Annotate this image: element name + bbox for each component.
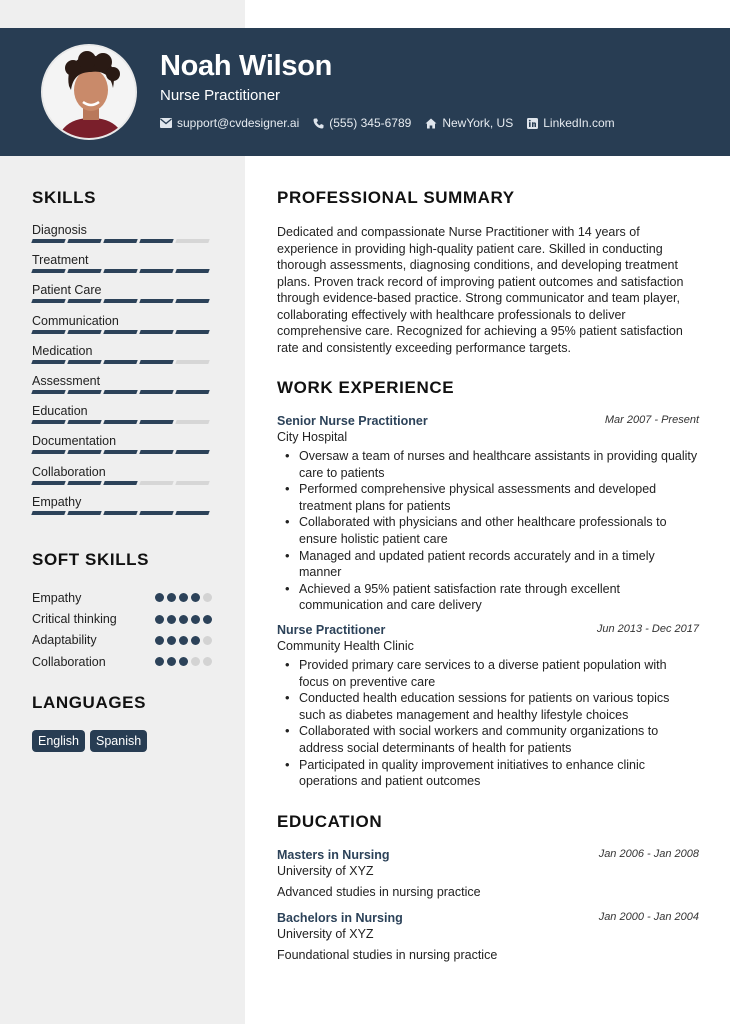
skill-level-segment [175,360,209,364]
skill-level-segment [175,330,209,334]
job-role: Senior Nurse Practitioner [277,414,428,428]
mail-icon [160,118,172,128]
skill-name: Collaboration [32,464,106,479]
soft-skill-item [32,587,212,608]
skill-level-segment [175,511,209,515]
rating-dot [203,593,212,602]
job-employer: Community Health Clinic [277,638,414,653]
skill-level-bars [32,481,212,485]
skill-level-segment [103,390,137,394]
skill-item [32,314,212,344]
email-text: support@cvdesigner.ai [177,116,300,130]
degree-name: Masters in Nursing [277,847,390,862]
skills-section [32,188,212,525]
job-bullet: • Collaborated with social workers and community organizations to address social determinants of health for patients [299,723,699,756]
skill-level-segment [103,239,137,243]
soft-skills-heading: SOFT SKILLS [32,550,150,569]
skill-level-segment [139,360,173,364]
contact-email[interactable] [160,116,299,130]
job-bullet: • Oversaw a team of nurses and healthcare assistants in providing quality care to patients [299,448,699,481]
soft-skill-name: Critical thinking [32,612,117,627]
skill-name: Empathy [32,494,82,509]
education-list [277,848,699,962]
skill-item [32,495,212,525]
skills-heading: SKILLS [32,188,97,207]
rating-dot [191,636,200,645]
skill-item [32,404,212,434]
job-dates: Jun 2013 - Dec 2017 [596,622,699,635]
rating-dot [179,615,188,624]
languages-heading: LANGUAGES [32,693,147,712]
profile-photo [43,46,137,140]
skill-level-segment [103,299,137,303]
languages-section [32,693,147,752]
skill-level-segment [31,511,65,515]
skill-level-segment [175,239,209,243]
job-entry [277,623,699,790]
job-bullet: • Achieved a 95% patient satisfaction rate through excellent communication and care delivery [299,581,699,614]
skill-level-segment [139,481,173,485]
rating-dot [155,593,164,602]
summary-text: Dedicated and compassionate Nurse Practitioner with 14 years of experience in providing high-quality patient care. Skilled in conducting thorough assessments, diagnosing conditions, and developing treatment plans. Proven track record of improving patient outcomes and satisfaction through evidence-based practice. Strong communicator and team player, collaborating effectively with healthcare professionals to deliver comprehensive care. Recognized for achieving a 95% patient satisfaction rate and consistently exceeding performance targets. [277,225,684,355]
job-bullets [277,448,699,614]
skill-list [32,223,212,525]
rating-dot [155,657,164,666]
job-bullet: • Performed comprehensive physical assessments and developed treatment plans for patients [299,481,699,514]
skill-level-segment [67,239,101,243]
skill-level-segment [31,239,65,243]
school-name: University of XYZ [277,863,374,878]
education-dates: Jan 2000 - Jan 2004 [598,910,699,923]
phone-text: (555) 345-6789 [329,116,412,130]
linkedin-text: LinkedIn.com [543,116,615,130]
skill-level-segment [139,269,173,273]
phone-icon [313,118,324,129]
skill-level-segment [139,450,173,454]
candidate-title: Nurse Practitioner [160,87,281,104]
linkedin-icon [527,118,538,129]
skill-level-segment [103,450,137,454]
skill-level-segment [31,330,65,334]
home-icon [425,118,437,129]
language-badge: English [32,730,85,752]
job-bullets [277,657,699,790]
skill-level-bars [32,330,212,334]
soft-skill-name: Collaboration [32,654,106,669]
rating-dot [167,593,176,602]
skill-level-bars [32,511,212,515]
rating-dot [191,593,200,602]
job-bullet: • Participated in quality improvement initiatives to enhance clinic operations and patient outcomes [299,757,699,790]
skill-level-segment [67,299,101,303]
skill-item [32,434,212,464]
skill-name: Medication [32,343,93,358]
avatar [41,44,137,140]
skill-name: Patient Care [32,283,102,298]
rating-dot [191,657,200,666]
skill-level-segment [103,269,137,273]
rating-dot [155,615,164,624]
skill-level-segment [139,299,173,303]
skill-level-bars [32,390,212,394]
summary-heading: PROFESSIONAL SUMMARY [277,188,515,207]
skill-level-segment [67,511,101,515]
skill-level-segment [175,481,209,485]
skill-level-bars [32,269,212,273]
rating-dot [203,615,212,624]
language-badge: Spanish [90,730,147,752]
soft-skills-section [32,550,212,673]
skill-item [32,223,212,253]
rating-dot [167,615,176,624]
skill-level-segment [175,420,209,424]
job-employer: City Hospital [277,430,348,444]
skill-level-bars [32,450,212,454]
skill-level-segment [139,390,173,394]
skill-level-bars [32,420,212,424]
rating-dot [179,636,188,645]
contact-location [425,116,513,130]
soft-skill-rating [155,615,212,624]
skill-level-segment [67,360,101,364]
skill-level-segment [31,450,65,454]
location-text: NewYork, US [442,116,514,130]
job-list [277,414,699,790]
skill-level-segment [175,390,209,394]
skill-level-segment [103,330,137,334]
skill-name: Education [32,404,88,419]
soft-skill-name: Adaptability [32,633,97,648]
job-bullet: • Managed and updated patient records accurately and in a timely manner [299,548,699,581]
education-heading: EDUCATION [277,811,383,831]
skill-level-segment [31,390,65,394]
rating-dot [203,657,212,666]
skill-level-segment [67,269,101,273]
skill-level-segment [67,450,101,454]
skill-level-bars [32,360,212,364]
soft-skill-item [32,651,212,672]
contact-linkedin[interactable] [527,116,614,130]
skill-level-segment [31,269,65,273]
skill-level-segment [139,420,173,424]
skill-level-segment [139,330,173,334]
skill-level-segment [175,450,209,454]
school-name: University of XYZ [277,926,374,941]
rating-dot [179,657,188,666]
skill-item [32,283,212,313]
skill-level-segment [31,420,65,424]
contact-phone[interactable] [313,116,411,130]
skill-level-bars [32,299,212,303]
education-entry [277,911,699,962]
skill-name: Documentation [32,434,117,449]
job-bullet: • Provided primary care services to a diverse patient population with focus on preventive care [299,657,699,690]
skill-item [32,344,212,374]
candidate-name: Noah Wilson [160,50,333,82]
skill-level-segment [103,420,137,424]
skill-level-segment [139,511,173,515]
soft-skill-name: Empathy [32,590,82,605]
skill-level-bars [32,239,212,243]
skill-level-segment [139,239,173,243]
resume-header [0,28,730,156]
skill-name: Diagnosis [32,223,87,237]
skill-level-segment [103,511,137,515]
contact-bar [160,116,629,130]
job-role: Nurse Practitioner [277,622,386,637]
job-bullet: • Collaborated with physicians and other healthcare professionals to ensure holistic patient care [299,514,699,547]
skill-name: Treatment [32,253,89,268]
experience-heading: WORK EXPERIENCE [277,378,455,397]
education-dates: Jan 2006 - Jan 2008 [598,847,699,860]
main-column [277,188,699,962]
skill-level-segment [67,390,101,394]
job-dates: Mar 2007 - Present [604,414,699,426]
soft-skill-rating [155,593,212,602]
skill-level-segment [31,481,65,485]
skill-level-segment [31,360,65,364]
soft-skill-item [32,608,212,629]
language-list [32,730,147,752]
education-description: Foundational studies in nursing practice [277,947,498,962]
skill-item [32,374,212,404]
rating-dot [155,636,164,645]
skill-level-segment [67,481,101,485]
rating-dot [167,636,176,645]
degree-name: Bachelors in Nursing [277,910,403,925]
education-entry [277,848,699,899]
skill-level-segment [31,299,65,303]
skill-level-segment [67,420,101,424]
soft-skill-item [32,630,212,651]
soft-skill-list [32,587,212,673]
rating-dot [203,636,212,645]
rating-dot [179,593,188,602]
education-description: Advanced studies in nursing practice [277,884,481,899]
skill-level-segment [103,481,137,485]
skill-name: Communication [32,313,119,328]
soft-skill-rating [155,636,212,645]
rating-dot [167,657,176,666]
skill-level-segment [67,330,101,334]
skill-item [32,465,212,495]
skill-item [32,253,212,283]
skill-level-segment [103,360,137,364]
job-entry [277,414,699,614]
skill-name: Assessment [32,373,101,388]
soft-skill-rating [155,657,212,666]
job-bullet: • Conducted health education sessions for patients on various topics such as diabetes management and healthy lifestyle choices [299,690,699,723]
skill-level-segment [175,299,209,303]
rating-dot [191,615,200,624]
skill-level-segment [175,269,209,273]
